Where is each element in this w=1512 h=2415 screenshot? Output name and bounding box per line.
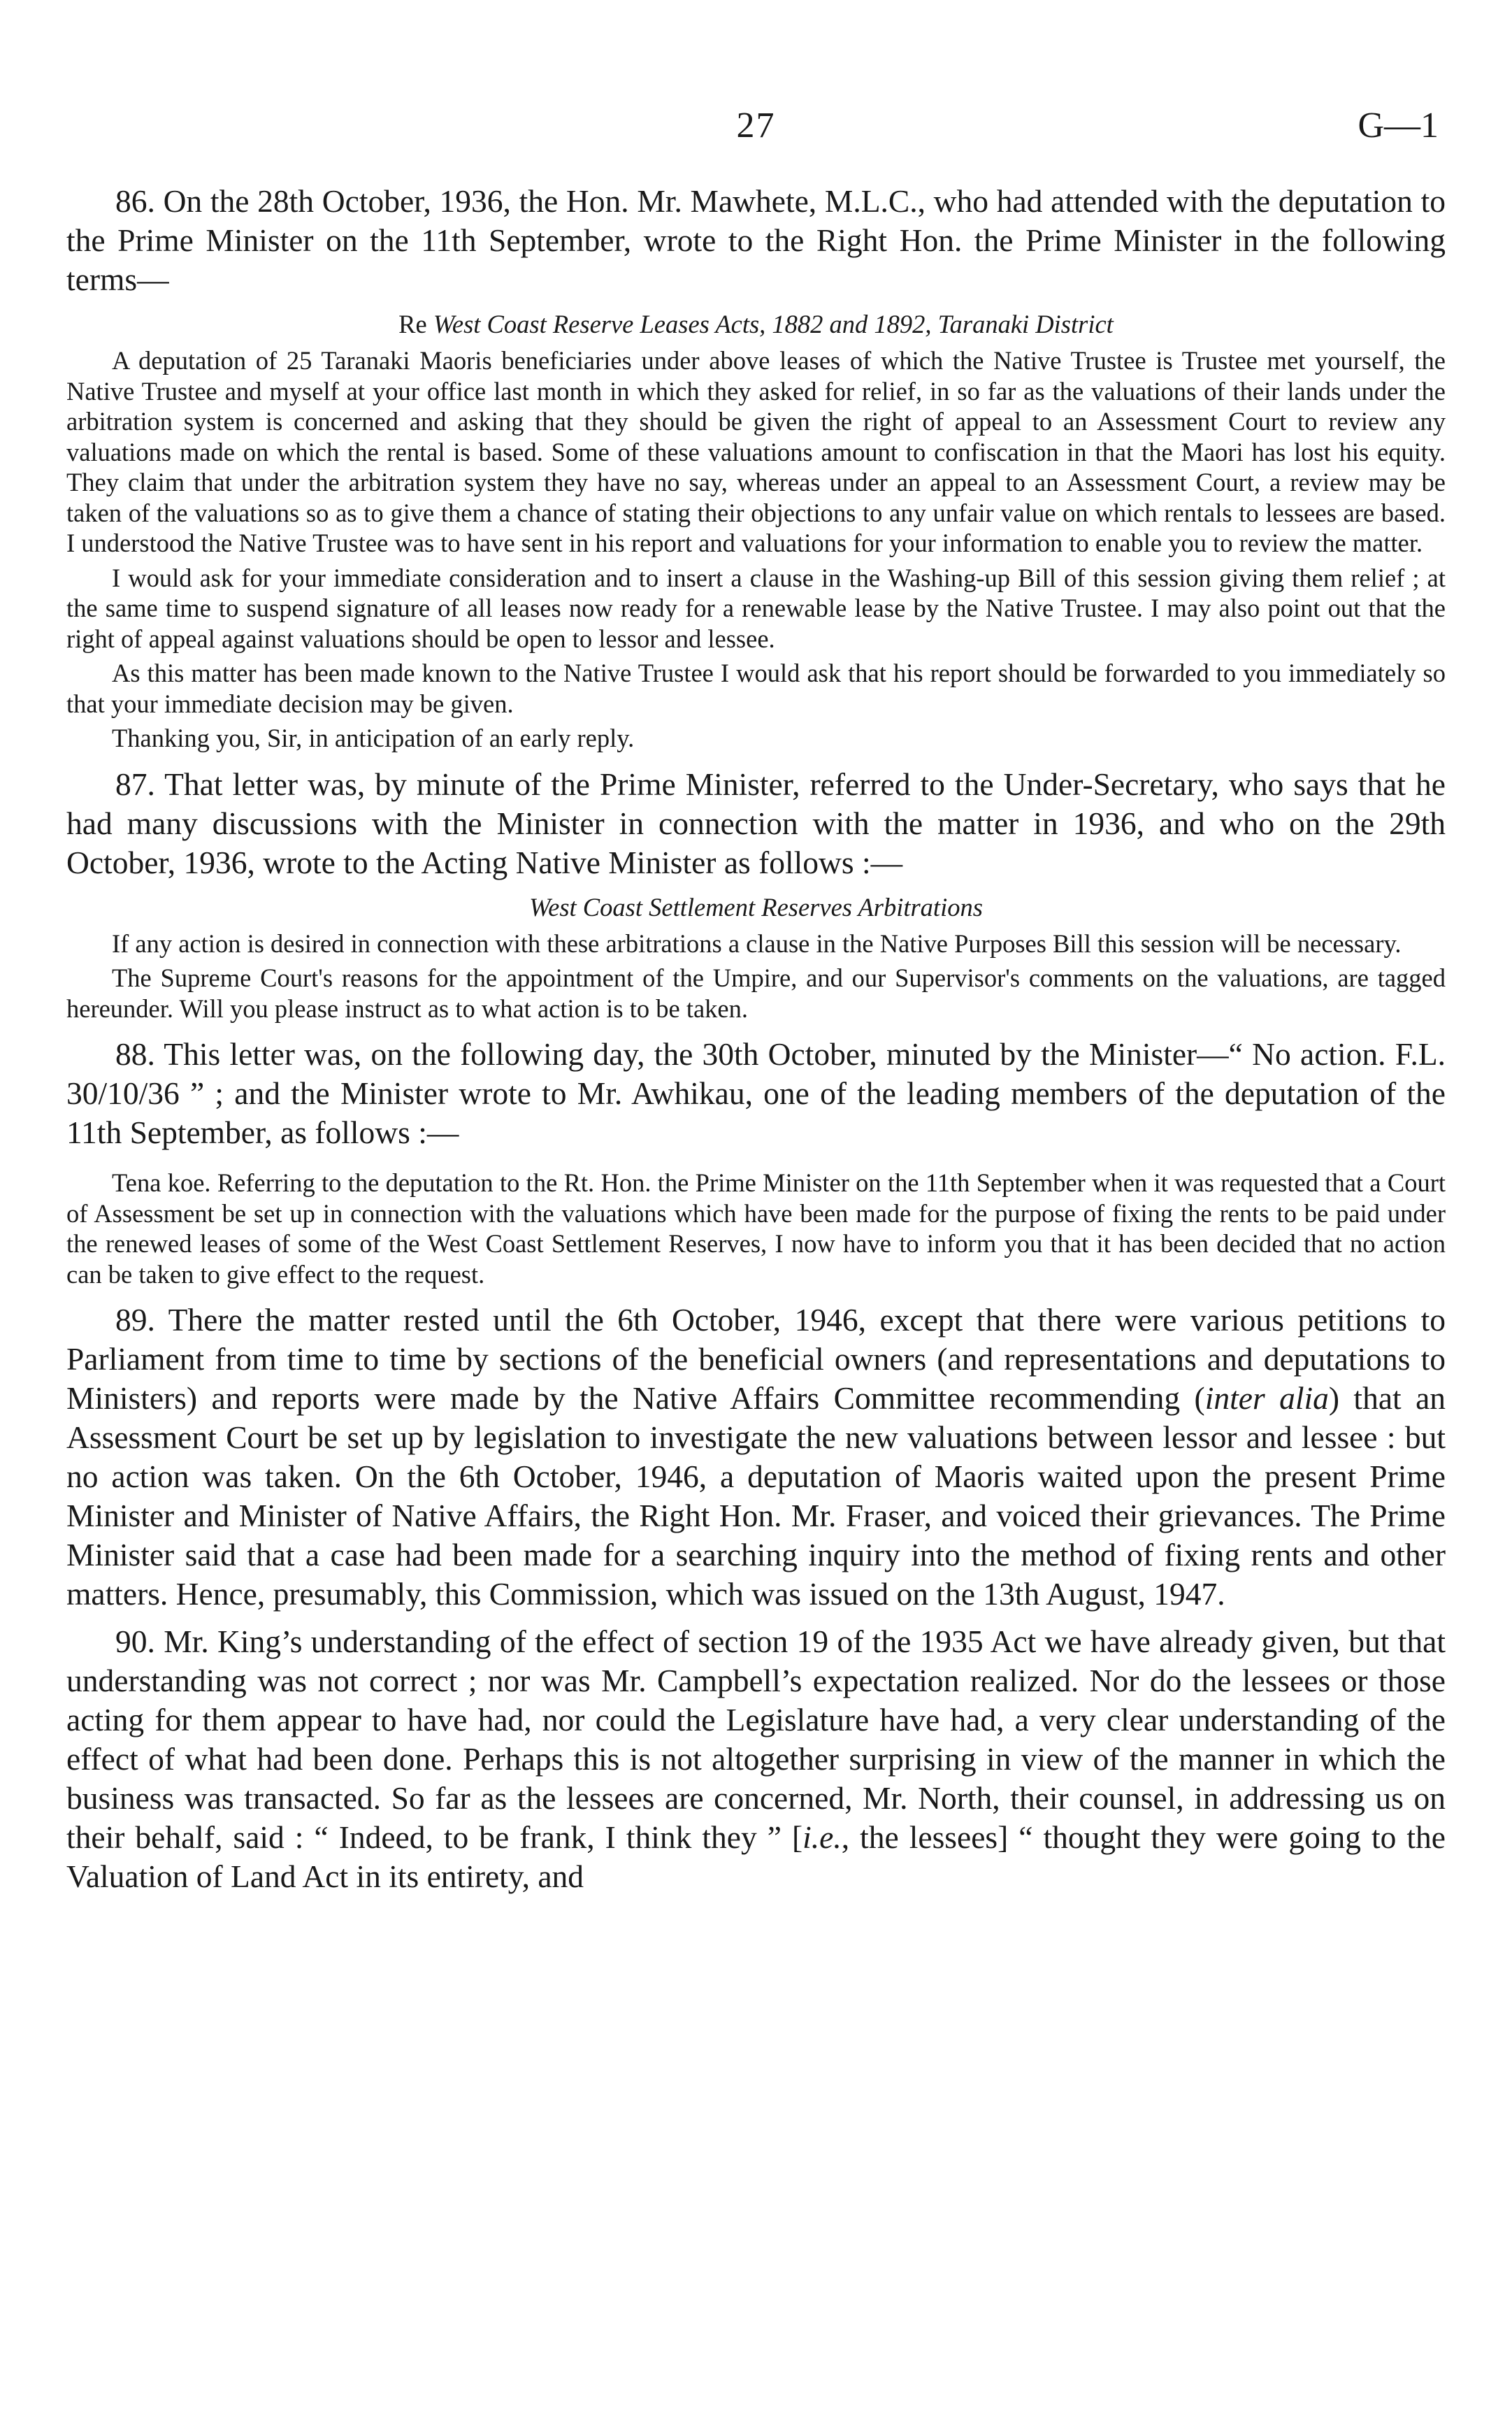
- paragraph-87: 87. That letter was, by minute of the Prime Minister, referred to the Under-Secretary, who says that he had many discussions with the Minister in connection with the matter in 1936, and who on the 29th October, 1936, wrote to the Acting Native Minister as follows :—: [66, 766, 1446, 880]
- quote-heading-lead: Re: [398, 310, 433, 338]
- quote-2-paragraph-2: The Supreme Court's reasons for the appointment of the Umpire, and our Supervisor's comments on the valuations, are tagged hereunder. Will you please instruct as to what action is to be taken.: [66, 963, 1446, 1023]
- quote-3-paragraph-1: Tena koe. Referring to the deputation to the Rt. Hon. the Prime Minister on the 11th September when it was requested that a Court of Assessment be set up in connection with the valuations which have been made for the purpose of fixing the rents to be paid under the renewed leases of some of the West Coast Settlement Reserves, I now have to inform you that it has been decided that no action can be taken to give effect to the request.: [66, 1168, 1446, 1289]
- quote-1-paragraph-3: As this matter has been made known to the Native Trustee I would ask that his report should be forwarded to you immediately so that your immediate decision may be given.: [66, 659, 1446, 718]
- quote-1-paragraph-1: A deputation of 25 Taranaki Maoris beneficiaries under above leases of which the Native Trustee is Trustee met yourself, the Native Trustee and myself at your office last month in which they asked for relief, in so far as the valuations of their lands under the arbitration system is concerned and asking that they should be given the right of appeal to an Assessment Court to review any valuations made on which the rental is based. Some of these valuations amount to confiscation in that the Maori has lost his equity. They claim that under the arbitration system they have no say, whereas under an appeal to an Assessment Court, a review may be taken of the valuations so as to give them a chance of stating their objections to any unfair value on which rentals to lessees are based. I understood the Native Trustee was to have sent in his report and valuations for your information to enable you to review the matter.: [66, 346, 1446, 557]
- paragraph-90-part-b: , the lessees] “ thought they were going to the Valuation of Land Act in its entirety, and: [66, 1819, 1446, 1894]
- paragraph-89: [66, 1300, 1446, 1614]
- document-reference: G—1: [1358, 106, 1439, 145]
- quote-2-paragraph-1: If any action is desired in connection with these arbitrations a clause in the Native Purposes Bill this session will be necessary.: [112, 929, 1402, 958]
- paragraph-86: 86. On the 28th October, 1936, the Hon. Mr. Mawhete, M.L.C., who had attended with the deputation to the Prime Minister on the 11th September, wrote to the Right Hon. the Prime Minister in the following terms—: [66, 183, 1446, 297]
- paragraph-89-part-a: 89. There the matter rested until the 6th October, 1946, except that there were various petitions to Parliament from time to time by sections of the beneficial owners (and representations and deputations to Ministers) and reports were made by the Native Affairs Committee recommending (: [66, 1302, 1446, 1416]
- quote-heading-settlement-reserves: [66, 891, 1446, 924]
- paragraph-90-part-a: 90. Mr. King’s understanding of the effect of section 19 of the 1935 Act we have already given, but that understanding was not correct ; nor was Mr. Campbell’s expectation realized. Nor do the lessees or those acting for them appear to have had, nor could the Legislature have had, a very clear understanding of the effect of what had been done. Perhaps this is not altogether surprising in view of the manner in which the business was transacted. So far as the lessees are concerned, Mr. North, their counsel, in addressing us on their behalf, said : “ Indeed, to be frank, I think they ” [: [66, 1624, 1446, 1855]
- quote-heading-title: West Coast Reserve Leases Acts, 1882 and 1892, Taranaki District: [433, 310, 1114, 338]
- paragraph-88: 88. This letter was, on the following day, the 30th October, minuted by the Minister—“ No action. F.L. 30/10/36 ” ; and the Minister wrote to Mr. Awhikau, one of the leading members of the deputation of the 11th September, as follows :—: [66, 1036, 1446, 1150]
- page-number: 27: [736, 106, 776, 145]
- quote-1-paragraph-4: Thanking you, Sir, in anticipation of an early reply.: [112, 724, 635, 752]
- paragraph-89-part-b: ) that an Assessment Court be set up by legislation to investigate the new valuations between lessor and lessee : but no action was taken. On the 6th October, 1946, a deputation of Maoris waited upon the present Prime Minister and Minister of Native Affairs, the Right Hon. Mr. Fraser, and voiced their grievances. The Prime Minister said that a case had been made for a searching inquiry into the method of fixing rents and other matters. Hence, presumably, this Commission, which was issued on the 13th August, 1947.: [66, 1380, 1446, 1612]
- quote-heading-west-coast-leases: [66, 308, 1446, 341]
- page-header: [66, 105, 1446, 168]
- quote-1-paragraph-2: I would ask for your immediate consideration and to insert a clause in the Washing-up Bill of this session giving them relief ; at the same time to suspend signature of all leases now ready for a renewable lease by the Native Trustee. I may also point out that the right of appeal against valuations should be open to lessor and lessee.: [66, 563, 1446, 653]
- paragraph-90-italic: i.e.: [802, 1819, 842, 1855]
- paragraph-89-italic: inter alia: [1204, 1380, 1329, 1416]
- quote-heading-title-2: West Coast Settlement Reserves Arbitrations: [529, 892, 983, 922]
- paragraph-90: [66, 1622, 1446, 1896]
